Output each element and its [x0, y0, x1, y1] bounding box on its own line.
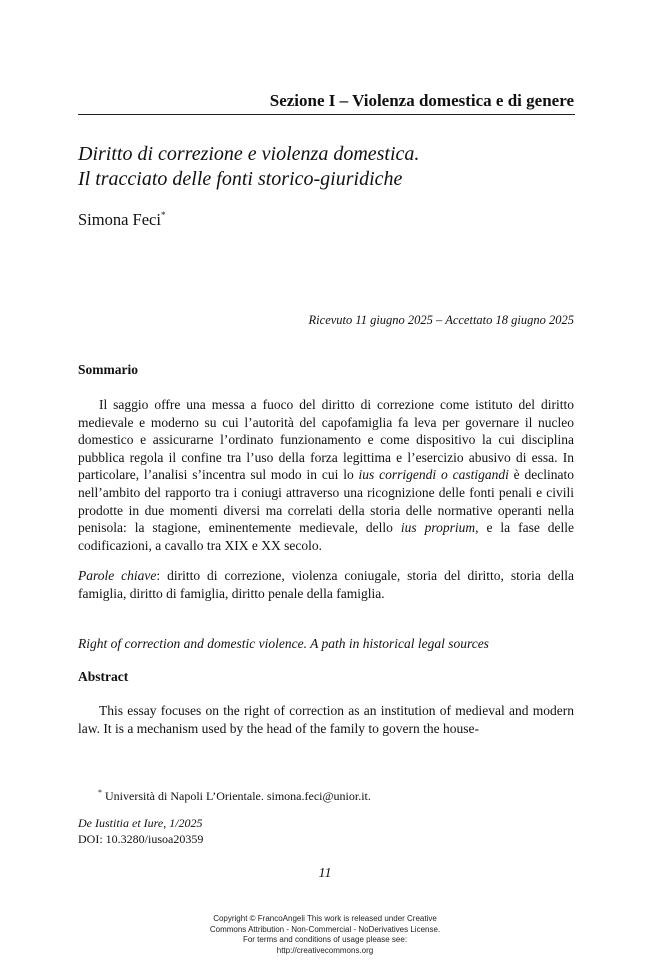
license-line-1: Copyright © FrancoAngeli This work is released under Creative	[213, 914, 437, 923]
sommario-text-part-2: è declinato nell’ambito del rapporto tra i coniugi attraverso una ricognizione delle fonti penali e civili prodotte in due momenti diversi ma correlati della storia delle normative operanti nella penisola: la stagione, eminentemente medievale, dello	[78, 467, 574, 536]
author-footnote-mark[interactable]: *	[160, 210, 166, 220]
keywords-paragraph	[78, 567, 574, 602]
header-rule	[78, 114, 575, 115]
section-title: Sezione I – Violenza domestica e di genere	[269, 91, 574, 110]
license-link[interactable]: http://creativecommons.org	[276, 945, 374, 955]
sommario-heading: Sommario	[78, 362, 138, 377]
article-title-line-2: Il tracciato delle fonti storico-giuridiche	[78, 168, 403, 190]
sommario-text-part-3: , e la fase delle codificazioni, a cavallo tra XIX e XX secolo.	[78, 520, 575, 553]
keywords-text: : diritto di correzione, violenza coniugale, storia del diritto, storia della famiglia, diritto di famiglia, diritto penale della famiglia.	[78, 568, 574, 601]
ius-corrigendi-term: ius corrigendi o castigandi	[358, 467, 509, 483]
journal-info	[78, 815, 203, 847]
author	[78, 204, 165, 231]
author-footnote	[98, 785, 371, 804]
license-line-3: For terms and conditions of usage please see:	[242, 935, 408, 944]
license-notice	[0, 914, 650, 956]
keywords-label: Parole chiave	[78, 568, 157, 583]
page-number: 11	[318, 866, 332, 881]
sommario-text-part-1: Il saggio offre una messa a fuoco del diritto di correzione come istituto del diritto medievale e moderno su cui l’autorità del capofamiglia fa leva per governare il nucleo domestico e assicurarne l’ordinato funzionamento e come dispositivo la cui disciplina pubblica regola il confine tra l’uso della forza legittima e l’esercizio abusivo di essa. In particolare, l’analisi s’incentra sul modo in cui lo	[78, 397, 574, 483]
abstract-heading: Abstract	[78, 669, 129, 684]
received-accepted-dates: Ricevuto 11 giugno 2025 – Accettato 18 giugno 2025	[308, 313, 574, 327]
sommario-paragraph	[78, 396, 574, 554]
article-title-line-1: Diritto di correzione e violenza domestica.	[78, 143, 420, 165]
journal-citation: De Iustitia et Iure, 1/2025	[78, 816, 203, 830]
license-line-2: Commons Attribution - Non-Commercial - NoDerivatives License.	[209, 924, 441, 934]
article-title	[78, 142, 578, 192]
english-title: Right of correction and domestic violence. A path in historical legal sources	[78, 636, 489, 651]
footnote-mark: *	[98, 788, 102, 797]
abstract-paragraph: This essay focuses on the right of correction as an institution of medieval and modern law. It is a mechanism used by the head of the family to govern the house-	[78, 703, 574, 736]
journal-doi[interactable]: DOI: 10.3280/iusoa20359	[78, 832, 204, 846]
author-name: Simona Feci	[78, 210, 161, 229]
footnote-text: Università di Napoli L’Orientale. simona.feci@unior.it.	[105, 789, 371, 803]
ius-proprium-term: ius proprium	[400, 520, 476, 536]
